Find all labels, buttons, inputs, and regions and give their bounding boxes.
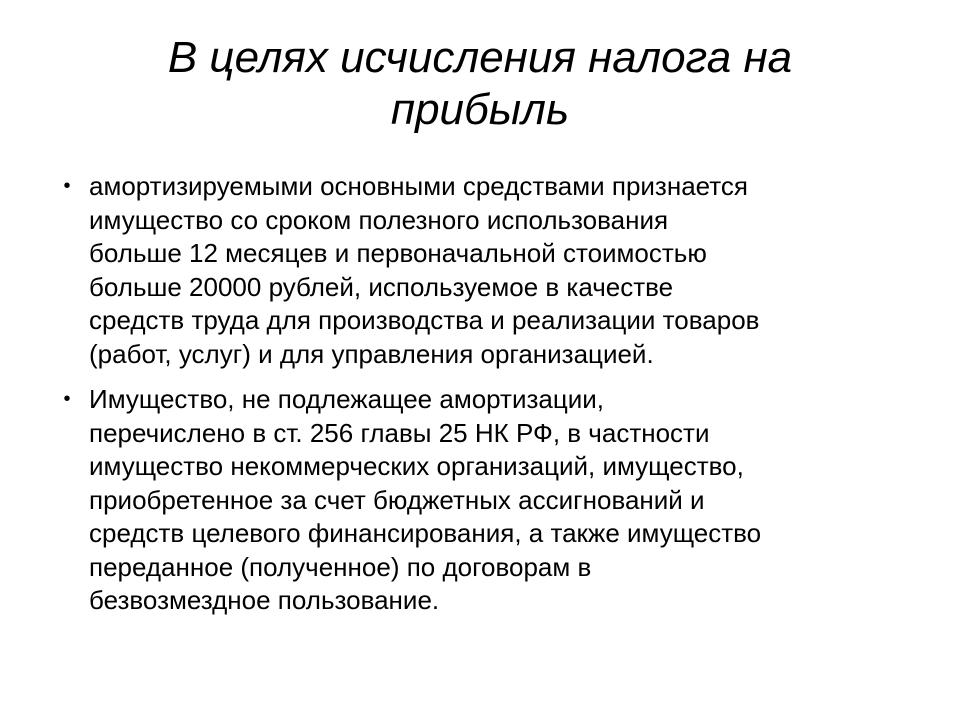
bullet-text-depreciable-assets: амортизируемыми основными средствами признается имущество со сроком полезного использования больше 12 месяцев и первоначальной стоимостью больше 20000 рублей, используемое в качестве средств труда для производства и реализации товаров (работ, услуг) и для управления организацией.: [89, 171, 760, 369]
bullet-dot-icon: •: [63, 175, 71, 197]
slide-title: В целях исчисления налога на прибыль: [167, 33, 793, 134]
bullet-item-non-depreciable-property: [60, 383, 860, 618]
bullet-item-depreciable-assets: [60, 170, 860, 371]
bullet-dot-icon: •: [63, 388, 71, 410]
bullet-list: [60, 170, 860, 630]
bullet-text-non-depreciable-property: Имущество, не подлежащее амортизации, перечислено в ст. 256 главы 25 НК РФ, в частности имущество некоммерческих организаций, имущество, приобретенное за счет бюджетных ассигнований и средств целевого финансирования, а также имущество переданное (полученное) по договорам в безвозмездное пользование.: [89, 384, 762, 615]
